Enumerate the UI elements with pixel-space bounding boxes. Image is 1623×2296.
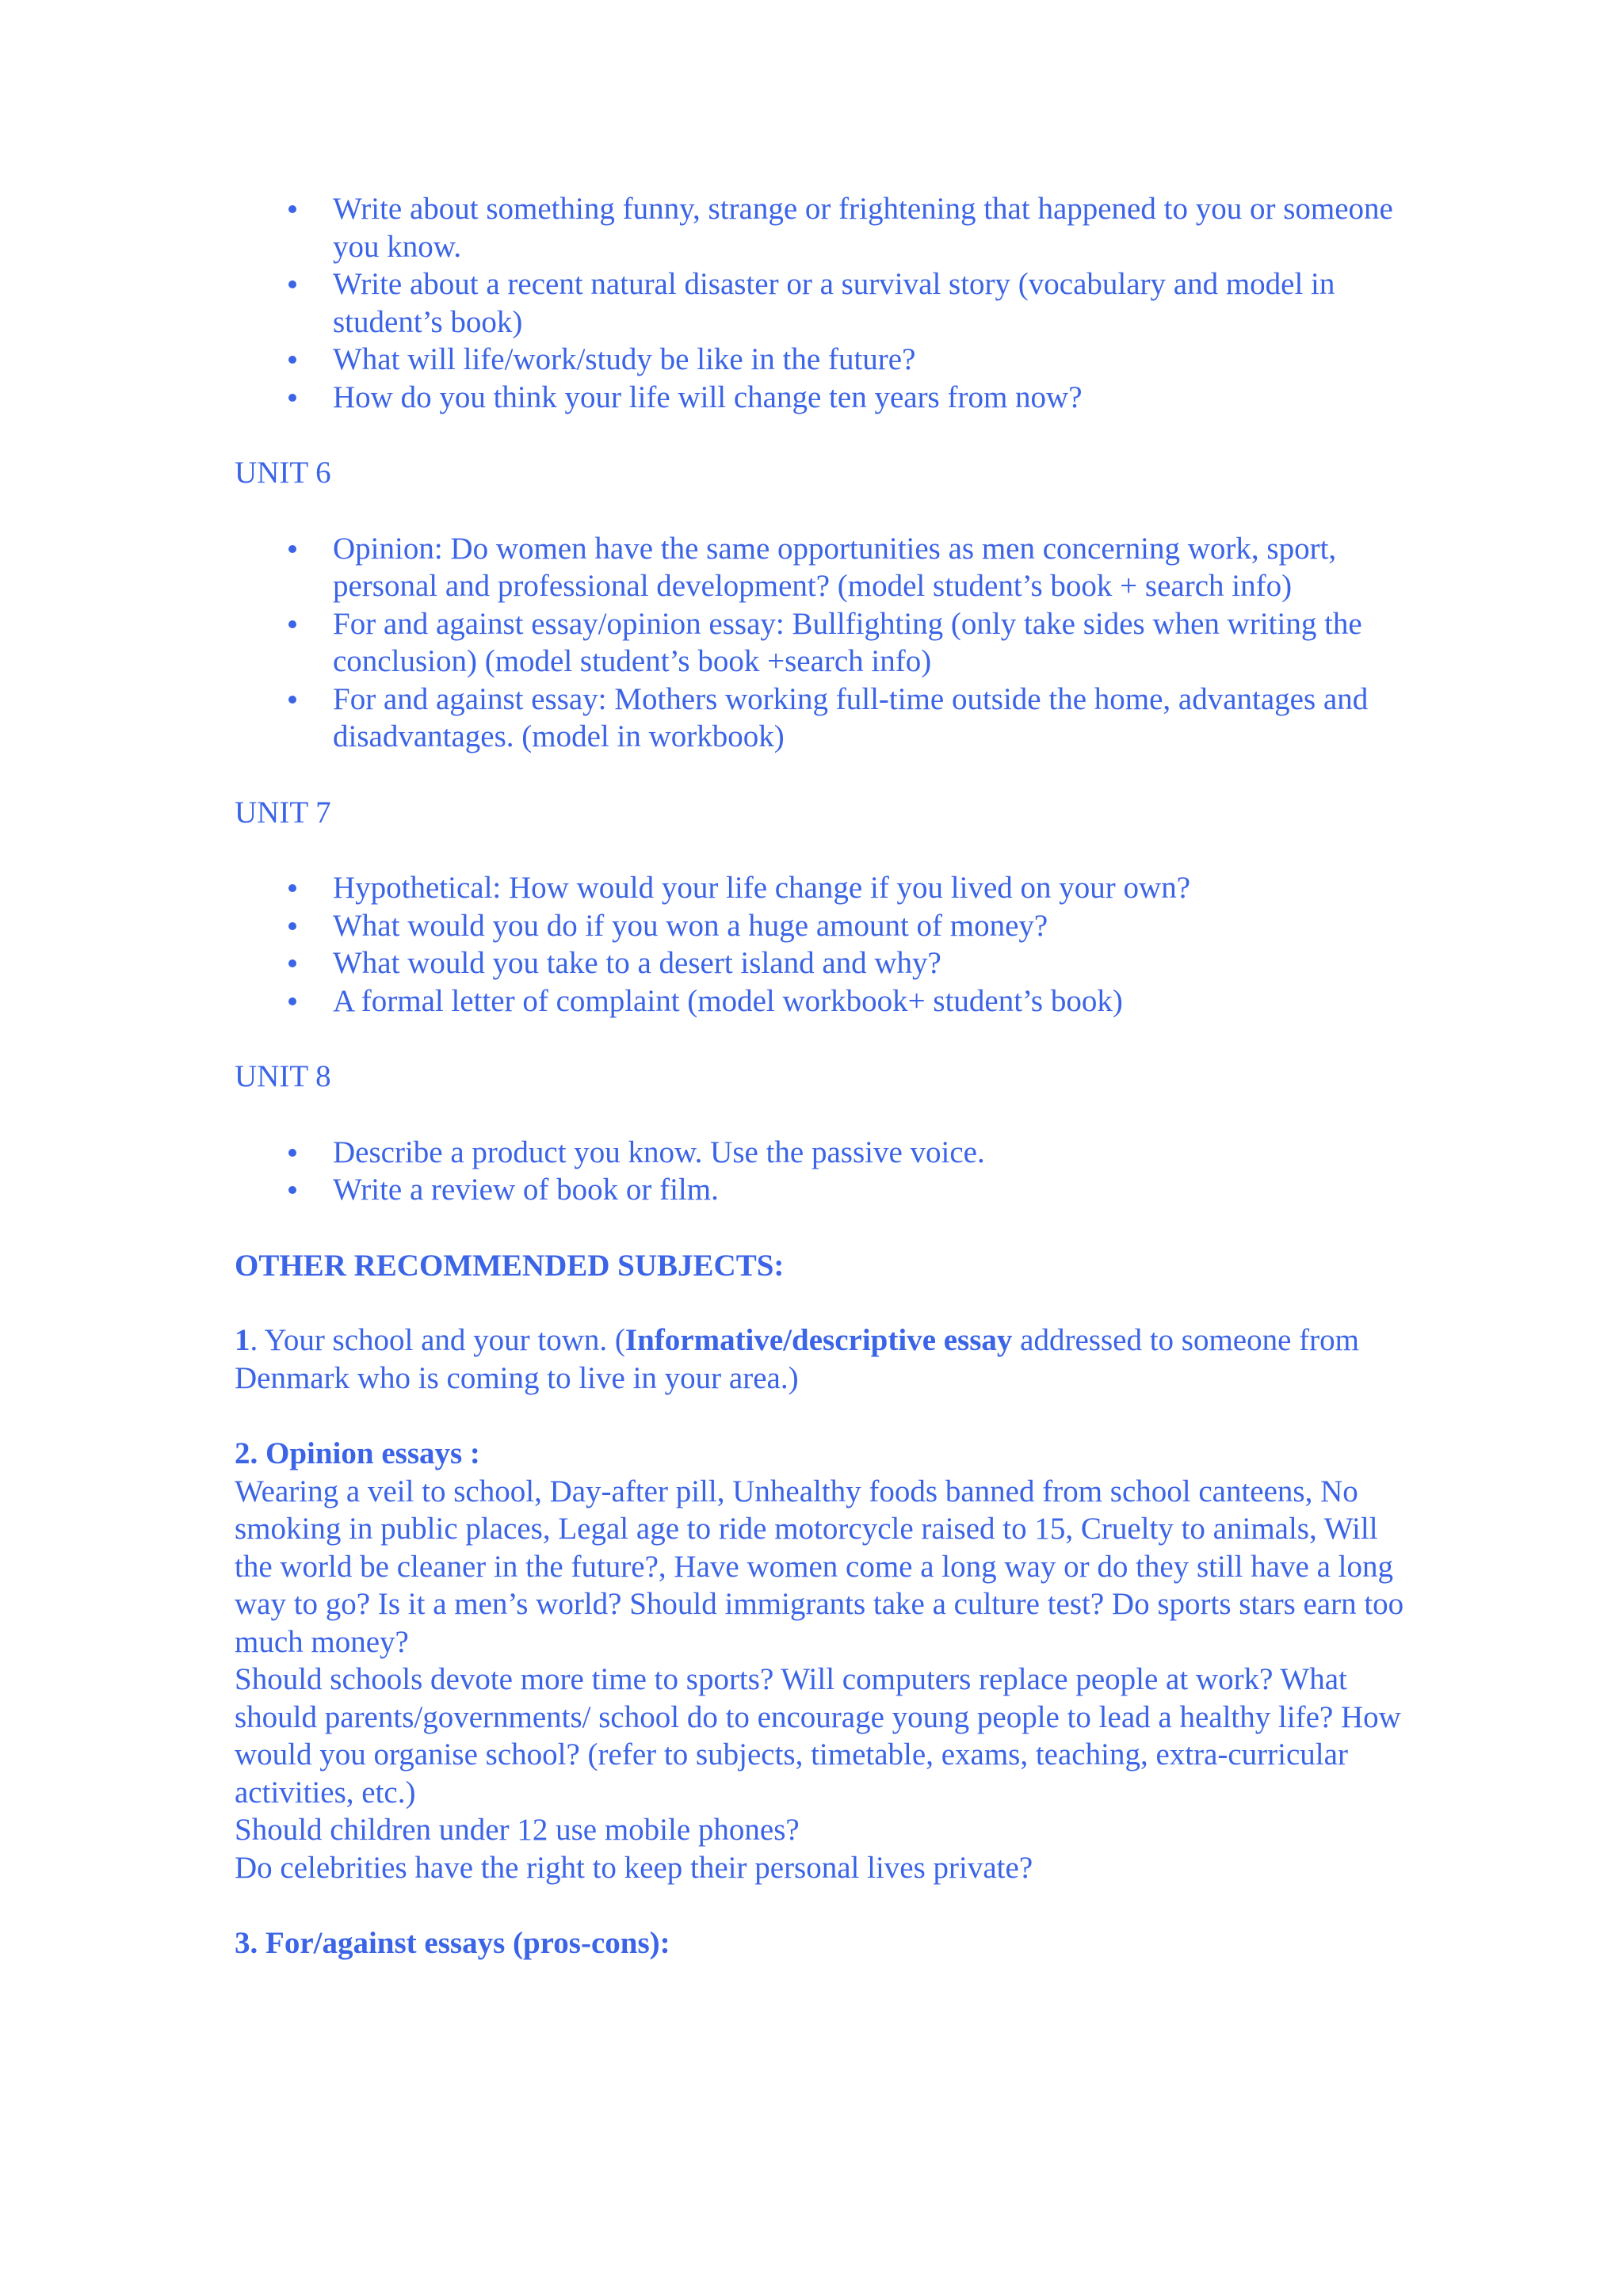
list-item: Opinion: Do women have the same opportunities as men concerning work, sport, personal and professional development? (model student’s book + search info) — [235, 530, 1407, 605]
intro-list — [235, 190, 1407, 416]
for-against-heading: 3. For/against essays (pros-cons): — [235, 1926, 670, 1960]
unit-7-list — [235, 869, 1407, 1020]
list-item: Describe a product you know. Use the passive voice. — [235, 1134, 1407, 1172]
unit-8-heading: UNIT 8 — [235, 1059, 331, 1093]
subject-1-paragraph — [235, 1322, 1407, 1397]
subject-1-number: 1 — [235, 1323, 250, 1357]
list-item: For and against essay/opinion essay: Bullfighting (only take sides when writing the conclusion) (model student’s book +search info) — [235, 605, 1407, 681]
other-subjects-heading: OTHER RECOMMENDED SUBJECTS: — [235, 1248, 785, 1283]
subject-1-text-a: . Your school and your town. ( — [250, 1323, 625, 1357]
opinion-essays-heading: 2. Opinion essays : — [235, 1436, 480, 1470]
list-item: What would you do if you won a huge amount of money? — [235, 907, 1407, 945]
list-item: For and against essay: Mothers working full-time outside the home, advantages and disadvantages. (model in workbook) — [235, 681, 1407, 756]
opinion-topics-line: Wearing a veil to school, Day-after pill, Unhealthy foods banned from school canteens, No smoking in public places, Legal age to ride motorcycle raised to 15, Cruelty to animals, Will the world be cleaner in the future?, Have women come a long way or do they still have a long way to go? Is it a men’s world? Should immigrants take a culture test? Do sports stars earn too much money? — [235, 1474, 1404, 1659]
opinion-topics-line: Do celebrities have the right to keep their personal lives private? — [235, 1850, 1033, 1885]
document-page — [235, 190, 1407, 1962]
list-item: Write about something funny, strange or frightening that happened to you or someone you know. — [235, 190, 1407, 265]
list-item: How do you think your life will change ten years from now? — [235, 379, 1407, 417]
list-item: What will life/work/study be like in the future? — [235, 341, 1407, 379]
subject-1-bold: Informative/descriptive essay — [624, 1323, 1013, 1357]
opinion-topics-line: Should children under 12 use mobile phones? — [235, 1813, 800, 1847]
list-item: What would you take to a desert island and why? — [235, 944, 1407, 982]
list-item: A formal letter of complaint (model workbook+ student’s book) — [235, 982, 1407, 1020]
unit-7-heading: UNIT 7 — [235, 795, 331, 830]
list-item: Write about a recent natural disaster or a survival story (vocabulary and model in student’s book) — [235, 265, 1407, 341]
unit-6-list — [235, 530, 1407, 756]
list-item: Hypothetical: How would your life change if you lived on your own? — [235, 869, 1407, 907]
unit-6-heading: UNIT 6 — [235, 456, 331, 490]
unit-8-list — [235, 1134, 1407, 1209]
subject-1-text-b: addressed to someone from Denmark who is coming to live in your area.) — [235, 1323, 1359, 1395]
opinion-topics-line: Should schools devote more time to sports? Will computers replace people at work? What should parents/governments/ school do to encourage young people to lead a healthy life? How would you organise school? (refer to subjects, timetable, exams, teaching, extra-curricular activities, etc.) — [235, 1662, 1401, 1810]
list-item: Write a review of book or film. — [235, 1171, 1407, 1209]
